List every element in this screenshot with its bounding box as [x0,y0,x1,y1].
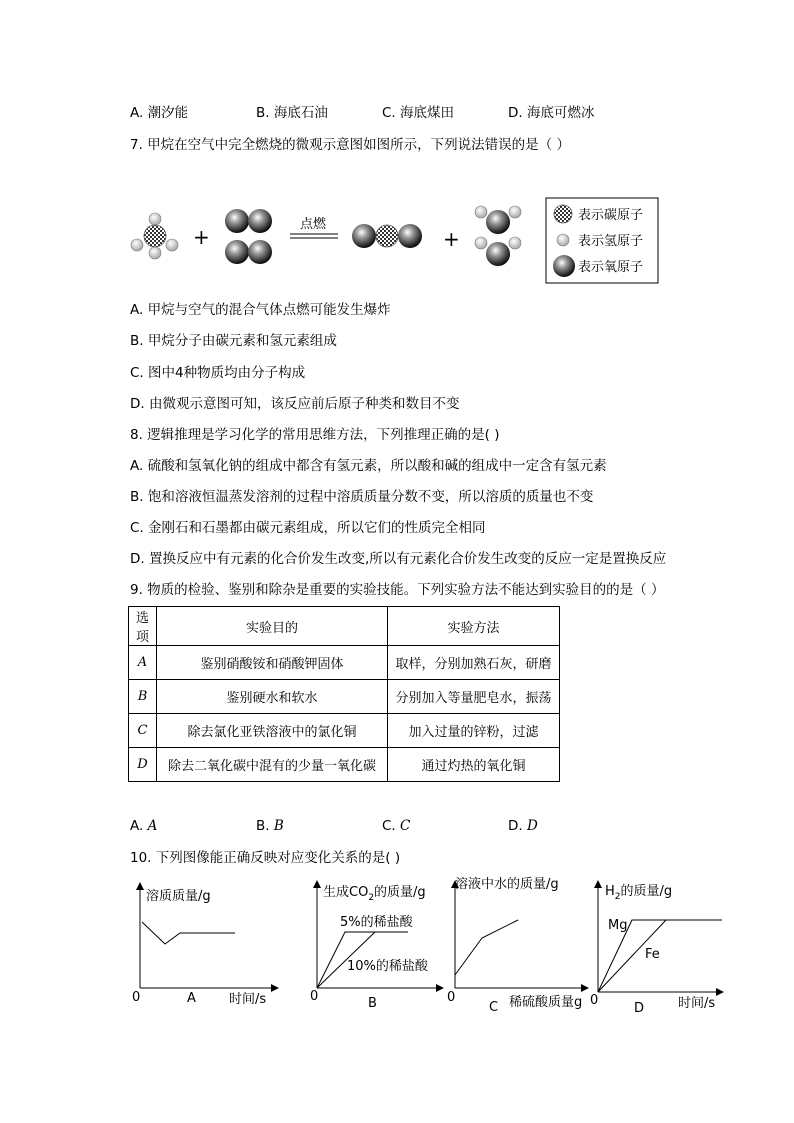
q8-option-c: C. 金刚石和石墨都由碳元素组成，所以它们的性质完全相同 [130,520,486,536]
graph-d-origin: 0 [590,993,599,1008]
legend-oxygen: 表示氧原子 [578,260,644,275]
q9-experiment-table [128,606,560,782]
row-option: B [129,680,157,714]
graph-d-tag: D [634,1001,645,1016]
row-option: D [129,748,157,782]
graph-d-curve-fe: Fe [645,947,660,962]
header-option: 选项 [129,607,157,646]
graph-a-xlabel: 时间/s [229,992,267,1007]
graph-b-curve-5pct: 5%的稀盐酸 [340,915,413,930]
graph-a-origin: 0 [132,990,141,1005]
graph-b-curve-10pct: 10%的稀盐酸 [347,959,428,974]
graph-a-ylabel: 溶质质量/g [146,889,211,904]
q9-stem: 9. 物质的检验、鉴别和除杂是重要的实验技能。下列实验方法不能达到实验目的的是（ ） [130,582,665,598]
row-purpose: 除去氯化亚铁溶液中的氯化铜 [157,714,388,748]
q6-option-a: A. 潮汐能 [130,105,189,121]
plus-sign-1: + [193,225,210,249]
q9-option-b: B. B [256,818,284,834]
graph-d-curve-mg: Mg [608,918,628,933]
graph-c-origin: 0 [447,990,456,1005]
graph-a [132,886,275,1007]
q7-option-a: A. 甲烷与空气的混合气体点燃可能发生爆炸 [130,302,391,318]
q7-option-b: B. 甲烷分子由碳元素和氢元素组成 [130,333,337,349]
row-method: 加入过量的锌粉，过滤 [388,714,560,748]
legend-carbon: 表示碳原子 [578,208,644,223]
carbon-dioxide-molecule [352,224,422,248]
q6-option-b: B. 海底石油 [256,105,328,121]
q8-option-a: A. 硫酸和氢氧化钠的组成中都含有氢元素，所以酸和碱的组成中一定含有氢元素 [130,458,607,474]
row-method: 通过灼热的氧化铜 [388,748,560,782]
plus-sign-2: + [443,227,460,251]
row-purpose: 除去二氧化碳中混有的少量一氧化碳 [157,748,388,782]
q7-stem: 7. 甲烷在空气中完全燃烧的微观示意图如图所示，下列说法错误的是（ ） [130,137,570,153]
q7-option-d: D. 由微观示意图可知，该反应前后原子种类和数目不变 [130,396,460,412]
graph-b-tag: B [368,996,377,1011]
graph-d-ylabel: $H_2$的质量/g [605,884,673,902]
graph-d-xlabel: 时间/s [678,996,716,1011]
graph-a-tag: A [187,991,196,1006]
q6-option-c: C. 海底煤田 [382,105,455,121]
row-option: A [129,646,157,680]
q10-graphs [0,870,794,1020]
graph-b-ylabel: 生成$CO_2$的质量/g [323,885,426,903]
graph-b-origin: 0 [310,989,319,1004]
row-option: C [129,714,157,748]
oxygen-molecules [225,209,272,264]
table-row [129,714,560,748]
table-row [129,748,560,782]
q8-stem: 8. 逻辑推理是学习化学的常用思维方法，下列推理正确的是( ) [130,427,500,443]
row-method: 取样，分别加熟石灰，研磨 [388,646,560,680]
row-method: 分别加入等量肥皂水，振荡 [388,680,560,714]
atom-legend [546,198,658,283]
legend-hydrogen: 表示氢原子 [578,234,644,249]
q10-stem: 10. 下列图像能正确反映对应变化关系的是( ) [130,850,401,866]
q8-option-d: D. 置换反应中有元素的化合价发生改变,所以有元素化合价发生改变的反应一定是置换反应 [130,551,667,567]
row-purpose: 鉴别硝酸铵和硝酸钾固体 [157,646,388,680]
q8-option-b: B. 饱和溶液恒温蒸发溶剂的过程中溶质质量分数不变，所以溶质的质量也不变 [130,489,594,505]
row-purpose: 鉴别硬水和软水 [157,680,388,714]
table-row [129,680,560,714]
reaction-condition: 点燃 [300,217,327,232]
graph-c-xlabel: 稀硫酸质量g [509,995,583,1010]
graph-c [447,876,585,1015]
graph-b [310,884,440,1011]
water-molecules [475,206,521,266]
q9-option-c: C. C [382,818,411,834]
header-method: 实验方法 [388,607,560,646]
methane-molecule [131,213,178,259]
table-row [129,646,560,680]
q6-option-d: D. 海底可燃冰 [508,105,595,121]
table-header-row [129,607,560,646]
header-purpose: 实验目的 [157,607,388,646]
q9-option-a: A. A [130,818,158,834]
graph-c-ylabel: 溶液中水的质量/g [455,877,559,892]
q9-option-d: D. D [508,818,538,834]
q7-reaction-diagram [0,190,794,310]
graph-d [590,884,722,1016]
q7-option-c: C. 图中4种物质均由分子构成 [130,365,306,381]
graph-c-tag: C [489,1000,499,1015]
